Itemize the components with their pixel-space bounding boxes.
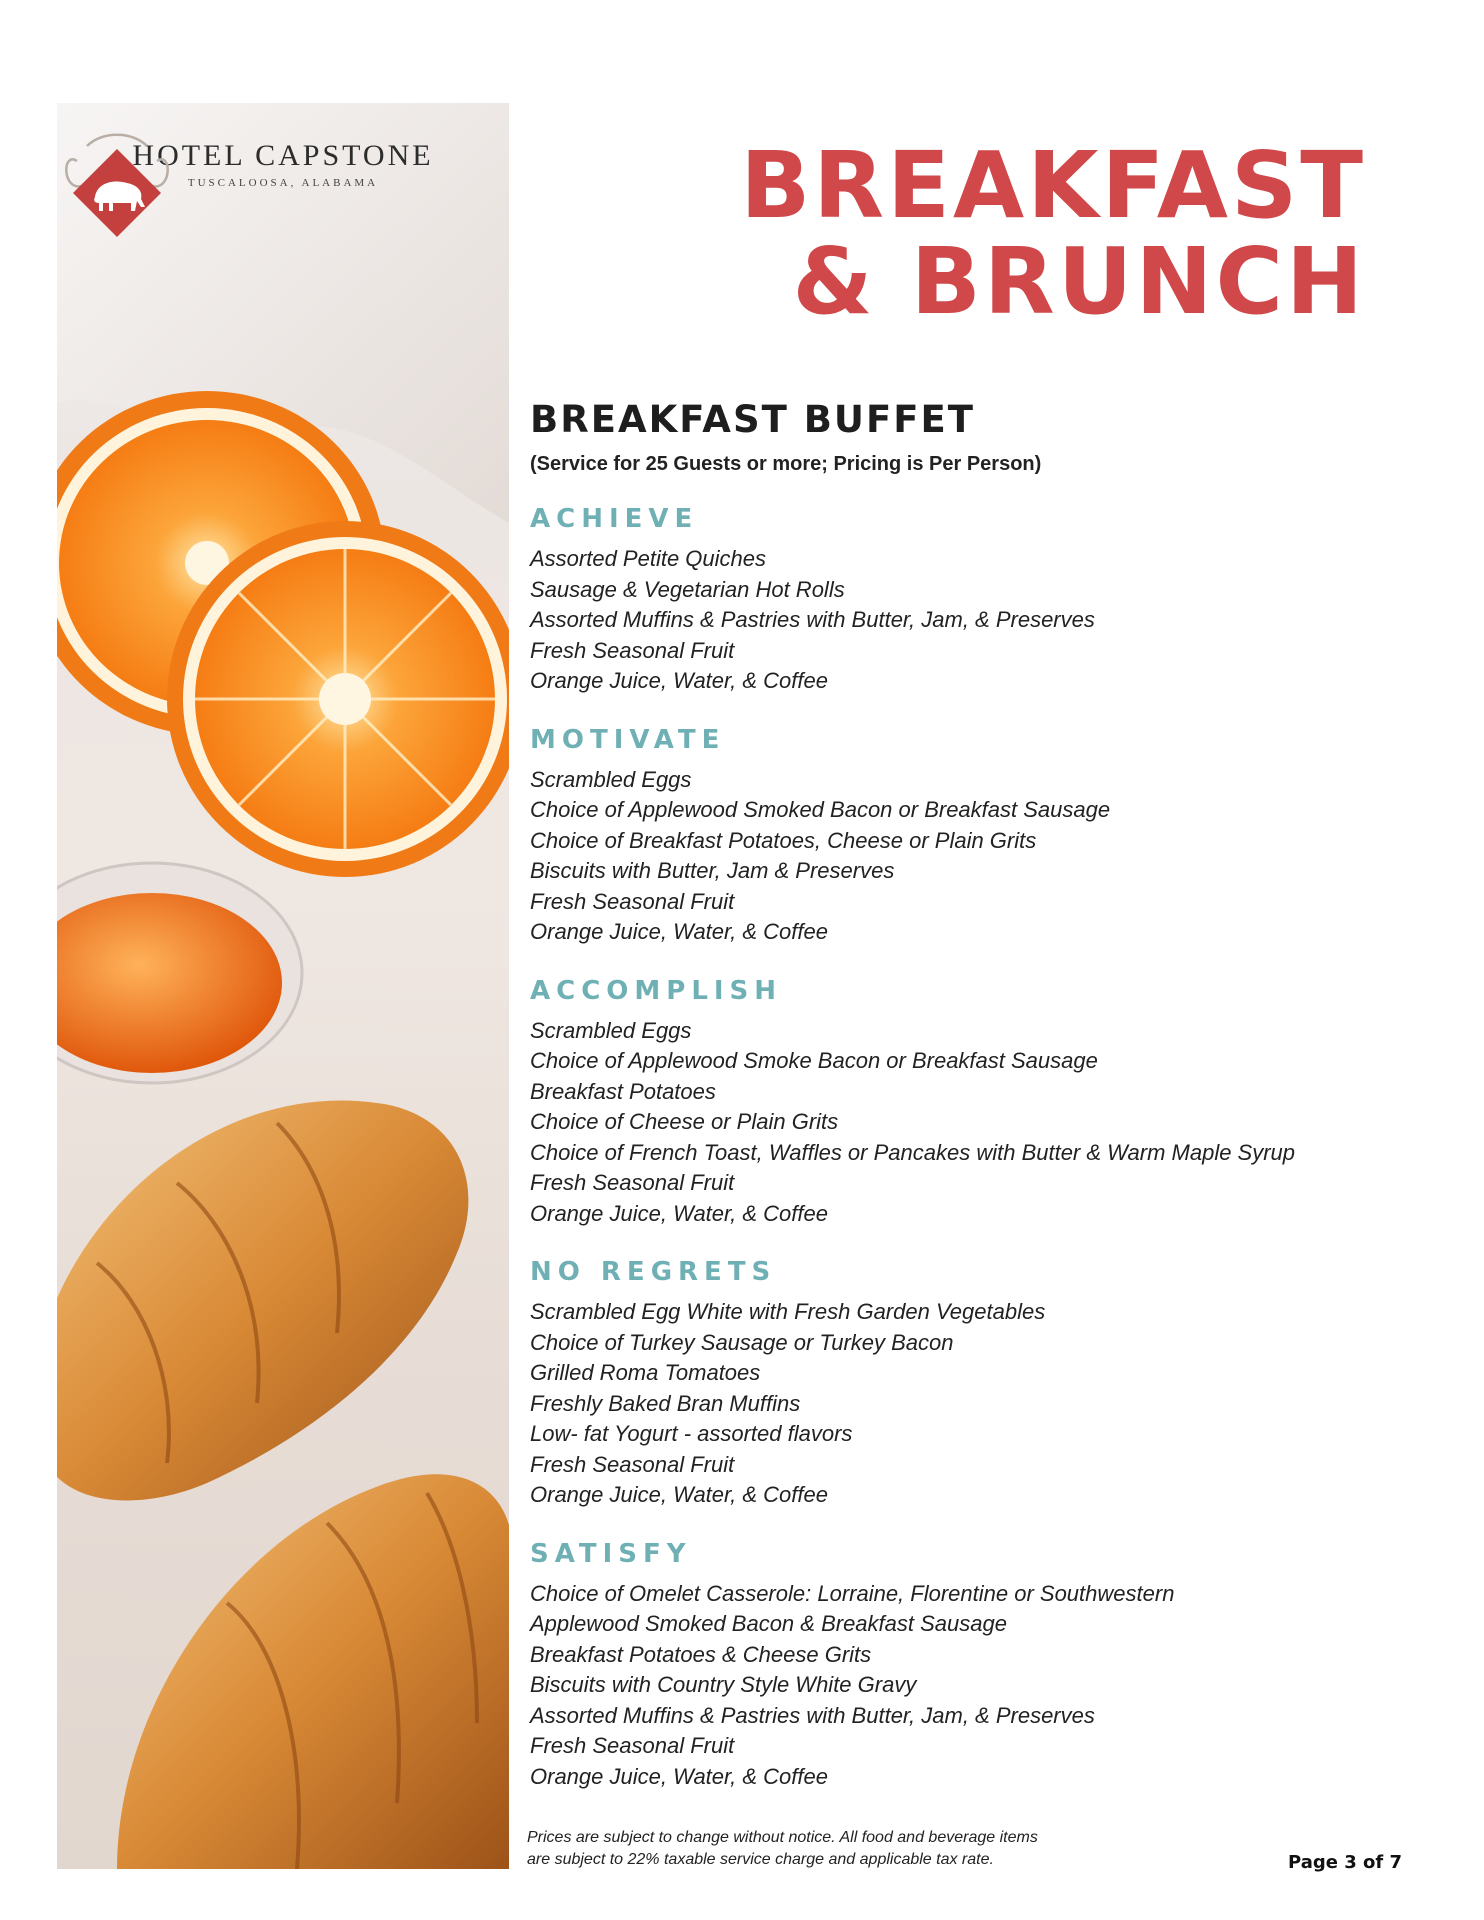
hotel-location: TUSCALOOSA, ALABAMA bbox=[187, 177, 379, 189]
menu-item: Scrambled Eggs bbox=[530, 766, 692, 792]
menu-item: Orange Juice, Water, & Coffee bbox=[530, 668, 828, 693]
elephant-diamond-icon bbox=[57, 131, 177, 241]
package-heading: ACCOMPLISH bbox=[530, 975, 783, 1006]
package-item-list bbox=[530, 1579, 1410, 1793]
menu-item: Orange Juice, Water, & Coffee bbox=[530, 1763, 828, 1789]
title-line-1: BREAKFAST bbox=[740, 132, 1366, 239]
menu-item: Biscuits with Country Style White Gravy bbox=[530, 1672, 917, 1697]
package-item-list bbox=[530, 1016, 1410, 1230]
menu-item: Grilled Roma Tomatoes bbox=[530, 1360, 761, 1385]
package-heading: MOTIVATE bbox=[530, 724, 726, 755]
package-motivate bbox=[530, 725, 1410, 948]
menu-item: Choice of Breakfast Potatoes, Cheese or Plain Grits bbox=[530, 827, 1037, 853]
hotel-name: HOTEL CAPSTONE bbox=[132, 139, 434, 172]
section-title: BREAKFAST BUFFET bbox=[530, 398, 976, 441]
menu-item: Freshly Baked Bran Muffins bbox=[530, 1390, 801, 1416]
menu-item: Low- fat Yogurt - assorted flavors bbox=[530, 1421, 853, 1446]
menu-item: Breakfast Potatoes bbox=[530, 1078, 716, 1104]
menu-item: Choice of Applewood Smoke Bacon or Breakfast Sausage bbox=[530, 1048, 1098, 1073]
orange-croissant-illustration bbox=[57, 103, 509, 1869]
menu-item: Scrambled Eggs bbox=[530, 1017, 692, 1043]
menu-item: Fresh Seasonal Fruit bbox=[530, 1451, 735, 1477]
menu-item: Breakfast Potatoes & Cheese Grits bbox=[530, 1641, 872, 1667]
package-heading: NO REGRETS bbox=[530, 1257, 777, 1287]
menu-item: Orange Juice, Water, & Coffee bbox=[530, 919, 828, 944]
page-title bbox=[740, 132, 1366, 335]
title-line-2: & BRUNCH bbox=[792, 228, 1366, 335]
menu-item: Fresh Seasonal Fruit bbox=[530, 1733, 735, 1758]
footnote-line-2: are subject to 22% taxable service charge and applicable tax rate. bbox=[527, 1851, 994, 1868]
breakfast-photo bbox=[57, 103, 509, 1869]
package-achieve bbox=[530, 504, 1410, 697]
menu-content bbox=[530, 398, 1410, 1792]
footnote-line-1: Prices are subject to change without notice. All food and beverage items bbox=[527, 1829, 1038, 1846]
package-heading: SATISFY bbox=[530, 1538, 692, 1569]
menu-item: Sausage & Vegetarian Hot Rolls bbox=[530, 576, 845, 602]
menu-item: Orange Juice, Water, & Coffee bbox=[530, 1482, 828, 1507]
menu-item: Fresh Seasonal Fruit bbox=[530, 1170, 735, 1195]
menu-item: Choice of Omelet Casserole: Lorraine, Florentine or Southwestern bbox=[530, 1580, 1175, 1606]
menu-item: Choice of Cheese or Plain Grits bbox=[530, 1109, 839, 1134]
package-item-list bbox=[530, 765, 1410, 948]
menu-item: Choice of French Toast, Waffles or Pancakes with Butter & Warm Maple Syrup bbox=[530, 1139, 1296, 1165]
package-satisfy bbox=[530, 1539, 1410, 1793]
package-item-list bbox=[530, 544, 1410, 697]
package-heading: ACHIEVE bbox=[530, 504, 699, 534]
pricing-footnote bbox=[527, 1827, 1147, 1871]
menu-item: Assorted Petite Quiches bbox=[530, 546, 767, 571]
menu-item: Biscuits with Butter, Jam & Preserves bbox=[530, 858, 895, 883]
package-no-regrets bbox=[530, 1257, 1410, 1511]
menu-item: Choice of Turkey Sausage or Turkey Bacon bbox=[530, 1329, 954, 1355]
package-item-list bbox=[530, 1297, 1410, 1511]
hotel-logo bbox=[57, 131, 509, 189]
menu-item: Fresh Seasonal Fruit bbox=[530, 637, 735, 663]
menu-item: Assorted Muffins & Pastries with Butter, Jam, & Preserves bbox=[530, 1702, 1095, 1728]
menu-item: Fresh Seasonal Fruit bbox=[530, 888, 735, 914]
menu-item: Applewood Smoked Bacon & Breakfast Sausage bbox=[530, 1611, 1007, 1636]
package-accomplish bbox=[530, 976, 1410, 1230]
menu-item: Scrambled Egg White with Fresh Garden Vegetables bbox=[530, 1299, 1046, 1324]
section-subtitle: (Service for 25 Guests or more; Pricing is Per Person) bbox=[530, 453, 1042, 475]
menu-item: Assorted Muffins & Pastries with Butter, Jam, & Preserves bbox=[530, 607, 1095, 632]
page-number: Page 3 of 7 bbox=[1288, 1852, 1402, 1873]
menu-item: Choice of Applewood Smoked Bacon or Breakfast Sausage bbox=[530, 797, 1111, 822]
menu-item: Orange Juice, Water, & Coffee bbox=[530, 1200, 828, 1226]
